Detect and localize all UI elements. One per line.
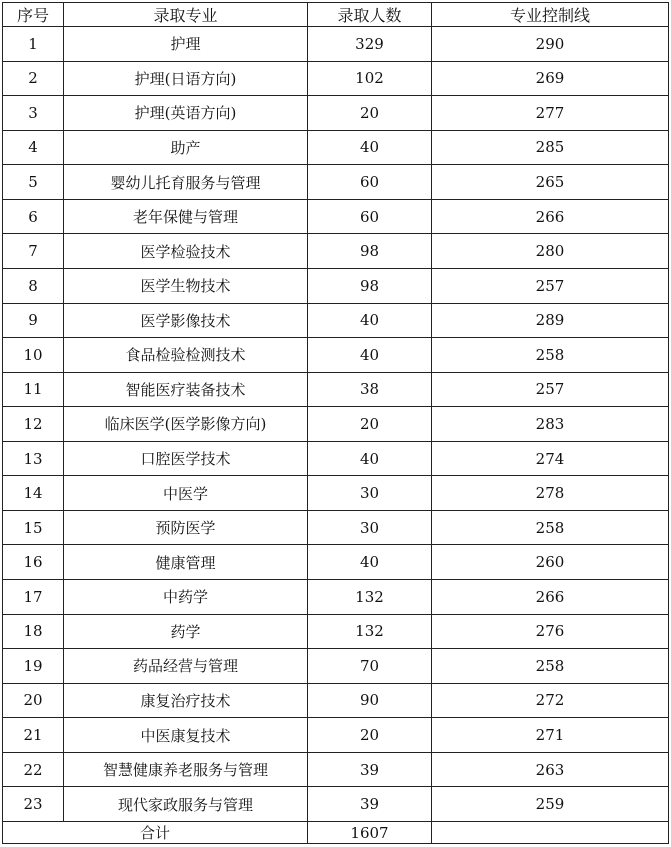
row-control-line: 283 [432,407,669,442]
row-index: 21 [3,718,64,753]
row-control-line: 266 [432,580,669,615]
row-major: 中医学 [64,476,308,511]
row-major: 康复治疗技术 [64,683,308,718]
row-index: 2 [3,61,64,96]
table-body [3,27,669,822]
row-control-line: 274 [432,441,669,476]
row-count: 30 [308,510,432,545]
row-count: 132 [308,580,432,615]
table-row [3,649,669,684]
row-control-line: 258 [432,649,669,684]
row-control-line: 278 [432,476,669,511]
row-control-line: 271 [432,718,669,753]
row-index: 9 [3,303,64,338]
table-row [3,407,669,442]
row-control-line: 259 [432,787,669,822]
row-index: 22 [3,752,64,787]
row-count: 39 [308,752,432,787]
row-count: 40 [308,130,432,165]
row-major: 医学生物技术 [64,268,308,303]
row-count: 60 [308,199,432,234]
row-index: 15 [3,510,64,545]
row-major: 健康管理 [64,545,308,580]
row-control-line: 257 [432,268,669,303]
table-row [3,441,669,476]
table-row [3,545,669,580]
row-count: 40 [308,441,432,476]
row-major: 助产 [64,130,308,165]
row-index: 4 [3,130,64,165]
table-row [3,614,669,649]
table-row [3,476,669,511]
row-count: 20 [308,407,432,442]
row-control-line: 277 [432,96,669,131]
table-row [3,683,669,718]
row-count: 40 [308,303,432,338]
row-index: 1 [3,27,64,62]
header-index: 序号 [3,3,64,27]
row-major: 老年保健与管理 [64,199,308,234]
row-major: 药学 [64,614,308,649]
total-label: 合计 [3,822,308,844]
row-index: 17 [3,580,64,615]
table-row [3,372,669,407]
table-row [3,303,669,338]
row-control-line: 265 [432,165,669,200]
row-control-line: 289 [432,303,669,338]
row-index: 6 [3,199,64,234]
table-row [3,580,669,615]
row-index: 23 [3,787,64,822]
header-control-line: 专业控制线 [432,3,669,27]
row-index: 12 [3,407,64,442]
total-control [432,822,669,844]
row-count: 39 [308,787,432,822]
row-major: 护理 [64,27,308,62]
row-count: 38 [308,372,432,407]
row-control-line: 272 [432,683,669,718]
row-control-line: 263 [432,752,669,787]
row-control-line: 258 [432,510,669,545]
row-control-line: 257 [432,372,669,407]
row-control-line: 258 [432,338,669,373]
row-control-line: 276 [432,614,669,649]
row-count: 102 [308,61,432,96]
row-index: 8 [3,268,64,303]
row-index: 20 [3,683,64,718]
row-count: 20 [308,96,432,131]
row-major: 口腔医学技术 [64,441,308,476]
row-major: 医学影像技术 [64,303,308,338]
row-index: 19 [3,649,64,684]
row-count: 20 [308,718,432,753]
table-row [3,96,669,131]
table-row [3,787,669,822]
row-major: 婴幼儿托育服务与管理 [64,165,308,200]
row-major: 护理(日语方向) [64,61,308,96]
row-major: 临床医学(医学影像方向) [64,407,308,442]
row-major: 预防医学 [64,510,308,545]
table-row [3,752,669,787]
row-count: 30 [308,476,432,511]
table-row [3,165,669,200]
row-control-line: 269 [432,61,669,96]
table-row [3,718,669,753]
row-index: 5 [3,165,64,200]
row-control-line: 266 [432,199,669,234]
row-count: 40 [308,545,432,580]
row-major: 医学检验技术 [64,234,308,269]
table-row [3,130,669,165]
row-major: 现代家政服务与管理 [64,787,308,822]
row-count: 60 [308,165,432,200]
row-index: 18 [3,614,64,649]
header-major: 录取专业 [64,3,308,27]
row-index: 16 [3,545,64,580]
table-row [3,61,669,96]
row-index: 7 [3,234,64,269]
row-count: 90 [308,683,432,718]
table-row [3,510,669,545]
row-count: 132 [308,614,432,649]
row-index: 10 [3,338,64,373]
header-count: 录取人数 [308,3,432,27]
row-major: 智能医疗装备技术 [64,372,308,407]
row-index: 3 [3,96,64,131]
table-row [3,27,669,62]
table-row [3,338,669,373]
row-major: 食品检验检测技术 [64,338,308,373]
row-major: 护理(英语方向) [64,96,308,131]
row-count: 98 [308,268,432,303]
row-index: 11 [3,372,64,407]
admission-table [2,2,669,844]
row-control-line: 280 [432,234,669,269]
table-row [3,234,669,269]
total-count: 1607 [308,822,432,844]
row-count: 329 [308,27,432,62]
table-row [3,268,669,303]
row-index: 13 [3,441,64,476]
row-index: 14 [3,476,64,511]
row-major: 智慧健康养老服务与管理 [64,752,308,787]
row-count: 40 [308,338,432,373]
row-control-line: 260 [432,545,669,580]
row-control-line: 285 [432,130,669,165]
row-major: 中医康复技术 [64,718,308,753]
total-row [3,822,669,844]
row-control-line: 290 [432,27,669,62]
table-row [3,199,669,234]
header-row [3,3,669,27]
row-count: 70 [308,649,432,684]
row-major: 中药学 [64,580,308,615]
row-major: 药品经营与管理 [64,649,308,684]
row-count: 98 [308,234,432,269]
